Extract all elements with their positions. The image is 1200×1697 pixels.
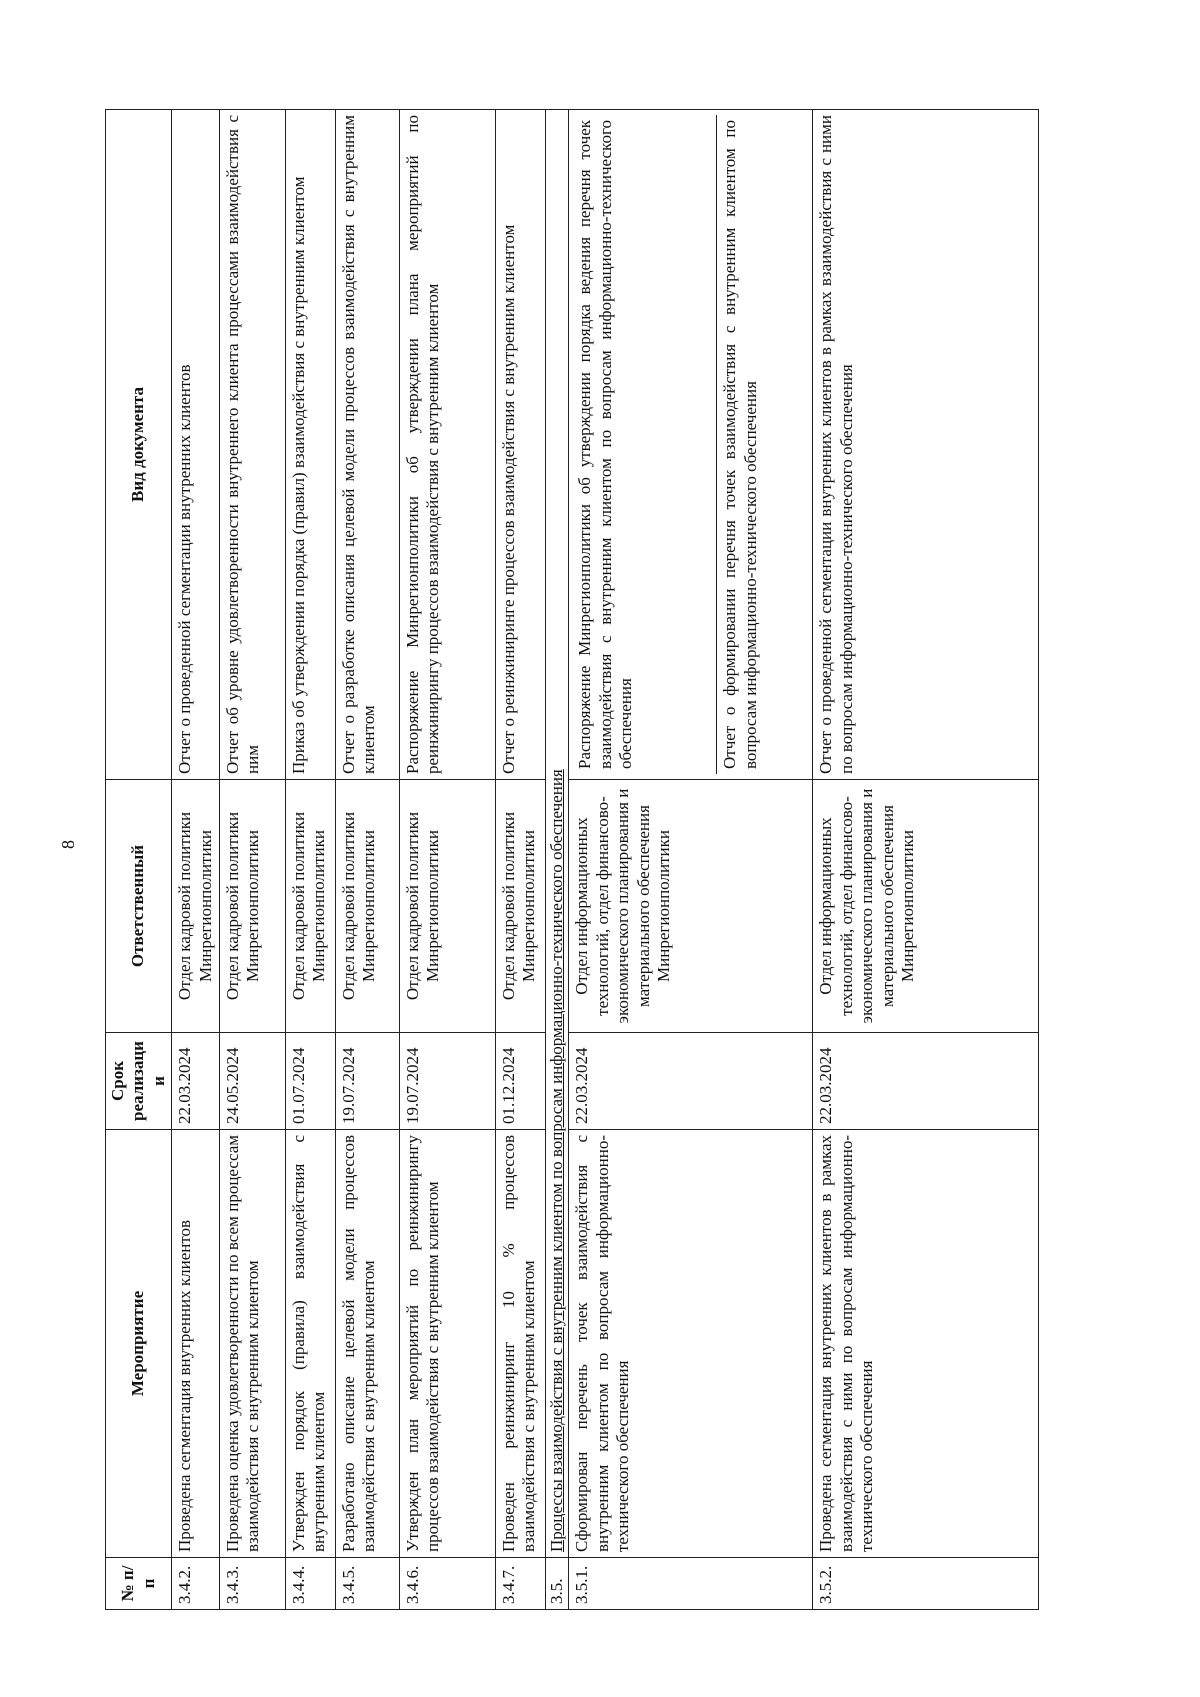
row-doc: Отчет о проведенной сегментации внутренних клиентов <box>172 110 220 780</box>
row-event: Утвержден порядок (правила) взаимодействия с внутренним клиентом <box>285 1130 335 1558</box>
header-doc-type: Вид документа <box>106 110 172 780</box>
row-doc: Приказ об утверждении порядка (правил) взаимодействия с внутренним клиентом <box>285 110 335 780</box>
row-doc-split <box>569 110 813 780</box>
row-doc: Распоряжение Минрегионполитики об утверждении плана мероприятий по реинжинирингу процессов взаимодействия с внутренним клиентом <box>399 110 495 780</box>
row-responsible: Отдел информационных технологий, отдел финансово-экономического планирования и материального обеспечения Минрегионполитики <box>813 780 1039 1033</box>
row-doc: Отчет о реинжиниринге процессов взаимодействия с внутренним клиентом <box>495 110 545 780</box>
section-title: Процессы взаимодействия с внутренним клиентом по вопросам информационно-технического обеспечения <box>546 769 566 1552</box>
table-row <box>172 110 220 1610</box>
row-deadline: 01.12.2024 <box>495 1033 545 1130</box>
row-num: 3.5.1. <box>569 1558 813 1610</box>
table-row <box>219 110 285 1610</box>
row-num: 3.4.4. <box>285 1558 335 1610</box>
activities-table <box>105 109 1039 1610</box>
row-num: 3.4.2. <box>172 1558 220 1610</box>
row-deadline: 19.07.2024 <box>335 1033 399 1130</box>
header-responsible: Ответственный <box>106 780 172 1033</box>
row-responsible: Отдел кадровой политики Минрегионполитики <box>399 780 495 1033</box>
row-event: Проведена сегментация внутренних клиентов в рамках взаимодействия с ними по вопросам информационно-технического обеспечения <box>813 1130 1039 1558</box>
row-event: Сформирован перечень точек взаимодействия с внутренним клиентом по вопросам информационно-технического обеспечения <box>569 1130 813 1558</box>
row-event: Проведена сегментация внутренних клиентов <box>172 1130 220 1558</box>
row-doc: Отчет о проведенной сегментации внутренних клиентов в рамках взаимодействия с ними по вопросам информационно-технического обеспечения <box>813 110 1039 780</box>
row-num: 3.4.3. <box>219 1558 285 1610</box>
row-responsible: Отдел кадровой политики Минрегионполитики <box>335 780 399 1033</box>
row-event: Проведен реинжиниринг 10 % процессов взаимодействия с внутренним клиентом <box>495 1130 545 1558</box>
row-deadline: 24.05.2024 <box>219 1033 285 1130</box>
table-row <box>495 110 545 1610</box>
table-row <box>399 110 495 1610</box>
row-deadline: 22.03.2024 <box>813 1033 1039 1130</box>
rotated-page-content <box>105 110 1015 1610</box>
row-deadline: 22.03.2024 <box>569 1033 813 1130</box>
header-event: Мероприятие <box>106 1130 172 1558</box>
row-responsible: Отдел кадровой политики Минрегионполитики <box>495 780 545 1033</box>
section-row <box>545 110 568 1610</box>
row-doc-report: Отчет о формировании перечня точек взаимодействия с внутренним клиентом по вопросам информационно-технического обеспечения <box>720 120 760 769</box>
table-row <box>335 110 399 1610</box>
row-event: Утвержден план мероприятий по реинжинирингу процессов взаимодействия с внутренним клиентом <box>399 1130 495 1558</box>
section-num: 3.5. <box>545 1558 568 1610</box>
row-num: 3.4.5. <box>335 1558 399 1610</box>
row-deadline: 01.07.2024 <box>285 1033 335 1130</box>
row-num: 3.5.2. <box>813 1558 1039 1610</box>
row-doc: Отчет об уровне удовлетворенности внутреннего клиента процессами взаимодействия с ним <box>219 110 285 780</box>
section-title-cell <box>545 110 568 1558</box>
table-row <box>285 110 335 1610</box>
table-header-row <box>106 110 172 1610</box>
row-doc-order: Распоряжение Минрегионполитики об утверждении порядка ведения перечня точек взаимодействия с внутренним клиентом по вопросам информационно-технического обеспечения <box>572 115 717 774</box>
row-deadline: 22.03.2024 <box>172 1033 220 1130</box>
row-event: Проведена оценка удовлетворенности по всем процессам взаимодействия с внутренним клиентом <box>219 1130 285 1558</box>
row-doc: Отчет о разработке описания целевой модели процессов взаимодействия с внутренним клиентом <box>335 110 399 780</box>
row-event: Разработано описание целевой модели процессов взаимодействия с внутренним клиентом <box>335 1130 399 1558</box>
row-responsible: Отдел кадровой политики Минрегионполитики <box>219 780 285 1033</box>
row-num: 3.4.7. <box>495 1558 545 1610</box>
row-num: 3.4.6. <box>399 1558 495 1610</box>
row-responsible: Отдел кадровой политики Минрегионполитики <box>285 780 335 1033</box>
row-responsible: Отдел кадровой политики Минрегионполитики <box>172 780 220 1033</box>
table-row <box>569 110 813 1610</box>
row-responsible: Отдел информационных технологий, отдел финансово-экономического планирования и материального обеспечения Минрегионполитики <box>569 780 813 1033</box>
table-row <box>813 110 1039 1610</box>
header-num: № п/п <box>106 1558 172 1610</box>
header-deadline: Срок реализации <box>106 1033 172 1130</box>
page-number: 8 <box>58 840 78 849</box>
row-deadline: 19.07.2024 <box>399 1033 495 1130</box>
